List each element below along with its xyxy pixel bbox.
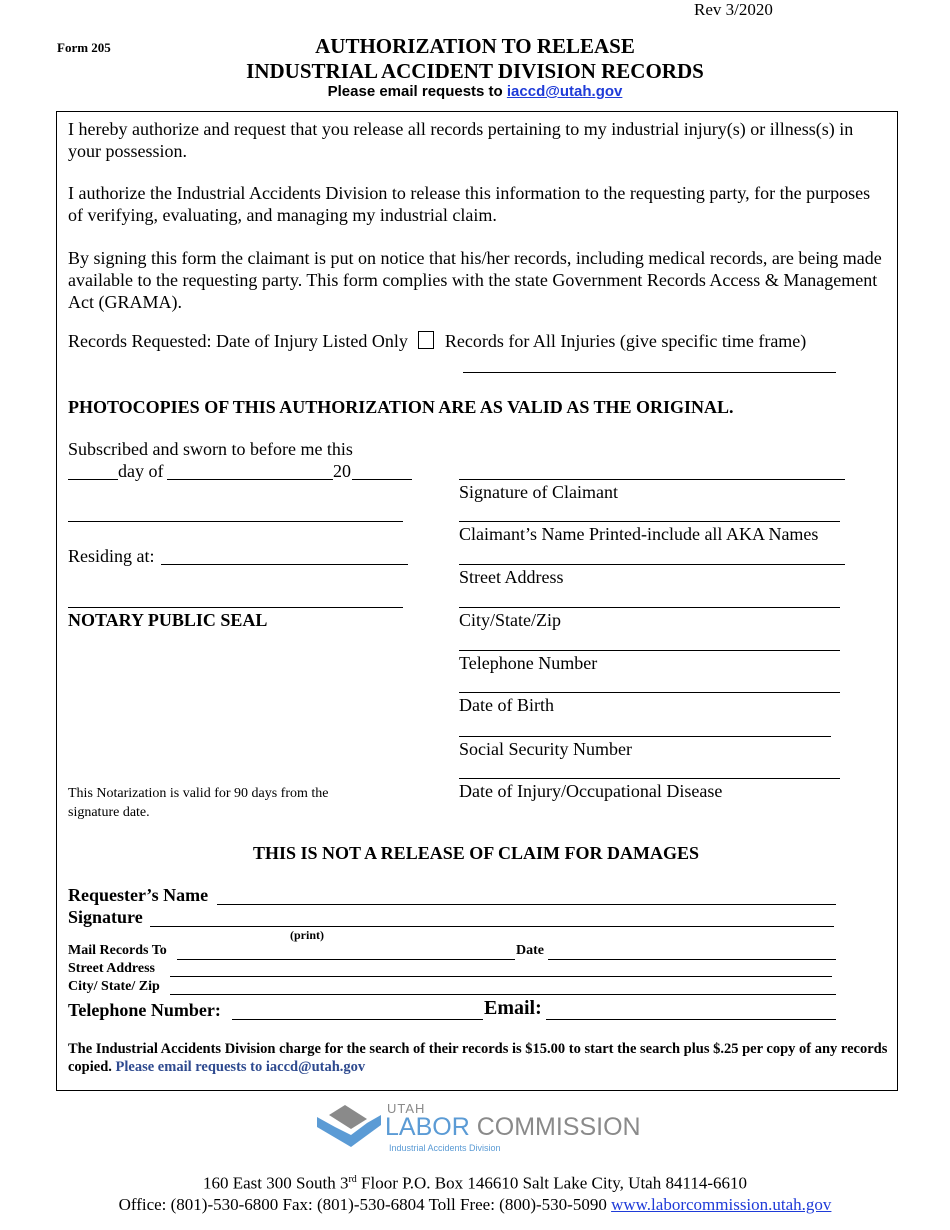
date-label: Date [516,943,544,958]
footer-address [0,1169,950,1194]
email-line[interactable] [546,1019,836,1020]
requester-signature-label: Signature [68,907,143,927]
claimant-phone-label: Telephone Number [459,653,598,673]
fee-notice [68,1040,888,1076]
month-line[interactable] [167,479,333,480]
title-line-1: AUTHORIZATION TO RELEASE [315,34,635,58]
footer [0,1169,950,1215]
fee-notice-email: Please email requests to iaccd@utah.gov [115,1059,366,1075]
requester-name-label: Requester’s Name [68,885,209,905]
notary-name-line[interactable] [68,607,403,608]
year-line[interactable] [352,479,412,480]
logo-division: Industrial Accidents Division [389,1143,501,1153]
day-of-label: day of [118,461,164,481]
claimant-injury-date-line[interactable] [459,778,840,779]
claimant-ssn-line[interactable] [459,736,831,737]
claimant-city-label: City/State/Zip [459,610,561,630]
mail-records-line[interactable] [177,959,515,960]
logo-chevron-icon [315,1105,385,1155]
logo-utah: UTAH [387,1101,426,1116]
city-state-zip-label: City/ State/ Zip [68,979,160,994]
fee-notice-text: The Industrial Accidents Division charge for the search of their records is $15.00 to start the search plus $.25 per copy of any records copied. [68,1041,888,1075]
records-requested-row [68,331,806,352]
claimant-street-line[interactable] [459,564,845,565]
records-all-injuries-label: Records for All Injuries (give specific time frame) [444,331,807,351]
claimant-name-line[interactable] [459,521,840,522]
claimant-signature-label: Signature of Claimant [459,482,618,502]
print-note: (print) [290,928,324,942]
residing-at-label: Residing at: [68,546,155,566]
footer-address-part2: Floor P.O. Box 146610 Salt Lake City, Utah 84114-6610 [356,1173,747,1193]
revision-date: Rev 3/2020 [694,0,773,19]
footer-address-sup: rd [348,1174,357,1185]
mail-records-label: Mail Records To [68,943,167,958]
claimant-ssn-label: Social Security Number [459,739,632,759]
footer-contact [0,1194,950,1215]
date-line[interactable] [548,959,836,960]
logo-wordmark [385,1113,641,1142]
telephone-label: Telephone Number: [68,1000,221,1020]
photocopies-notice: PHOTOCOPIES OF THIS AUTHORIZATION ARE AS VALID AS THE ORIGINAL. [68,397,734,417]
claimant-dob-line[interactable] [459,692,840,693]
records-requested-label: Records Requested: Date of Injury Listed Only [68,331,408,351]
street-address-line[interactable] [170,976,832,977]
notarization-validity: This Notarization is valid for 90 days from the signature date. [68,786,329,820]
notary-public-seal: NOTARY PUBLIC SEAL [68,610,268,630]
requester-name-line[interactable] [217,904,836,905]
time-frame-line[interactable] [463,372,836,373]
labor-commission-logo [315,1101,641,1155]
logo-commission: COMMISSION [469,1113,641,1141]
notary-subscribed-text: Subscribed and sworn to before me this [68,439,353,459]
telephone-line[interactable] [232,1019,483,1020]
claimant-injury-date-label: Date of Injury/Occupational Disease [459,781,723,801]
residing-at-line[interactable] [161,564,408,565]
form-number: Form 205 [57,40,111,55]
email-label: Email: [484,997,542,1019]
website-link[interactable]: www.laborcommission.utah.gov [611,1194,832,1214]
footer-contact-text: Office: (801)-530-6800 Fax: (801)-530-6804 Toll Free: (800)-530-5090 [118,1194,612,1214]
day-line[interactable] [68,479,118,480]
email-link[interactable]: iaccd@utah.gov [506,83,623,100]
claimant-signature-line[interactable] [459,479,845,480]
title-line-2: INDUSTRIAL ACCIDENT DIVISION RECORDS [246,59,704,83]
authorization-paragraph-1: I hereby authorize and request that you release all records pertaining to my industrial injury(s) or illness(s) in your possession. [68,119,854,161]
email-prompt [0,83,950,100]
street-address-label: Street Address [68,961,155,976]
requester-signature-line[interactable] [150,926,834,927]
date-of-injury-checkbox[interactable] [418,331,434,349]
logo-labor: LABOR [385,1113,470,1141]
not-release-notice: THIS IS NOT A RELEASE OF CLAIM FOR DAMAGES [252,843,700,863]
city-state-zip-line[interactable] [170,994,836,995]
claimant-phone-line[interactable] [459,650,840,651]
authorization-paragraph-3: By signing this form the claimant is put on notice that his/her records, including medical records, are being made available to the requesting party. This form complies with the state Government Records Access & Management Act (GRAMA). [68,248,882,312]
email-prompt-text: Please email requests to [327,83,507,100]
claimant-street-label: Street Address [459,567,564,587]
claimant-city-line[interactable] [459,607,840,608]
claimant-name-label: Claimant’s Name Printed-include all AKA Names [459,524,819,544]
claimant-dob-label: Date of Birth [459,695,554,715]
notary-signature-line[interactable] [68,521,403,522]
year-prefix: 20 [333,461,351,481]
authorization-paragraph-2: I authorize the Industrial Accidents Division to release this information to the requesting party, for the purposes of verifying, evaluating, and managing my industrial claim. [68,183,871,225]
form-title [0,34,950,84]
footer-address-part1: 160 East 300 South 3 [203,1173,349,1193]
